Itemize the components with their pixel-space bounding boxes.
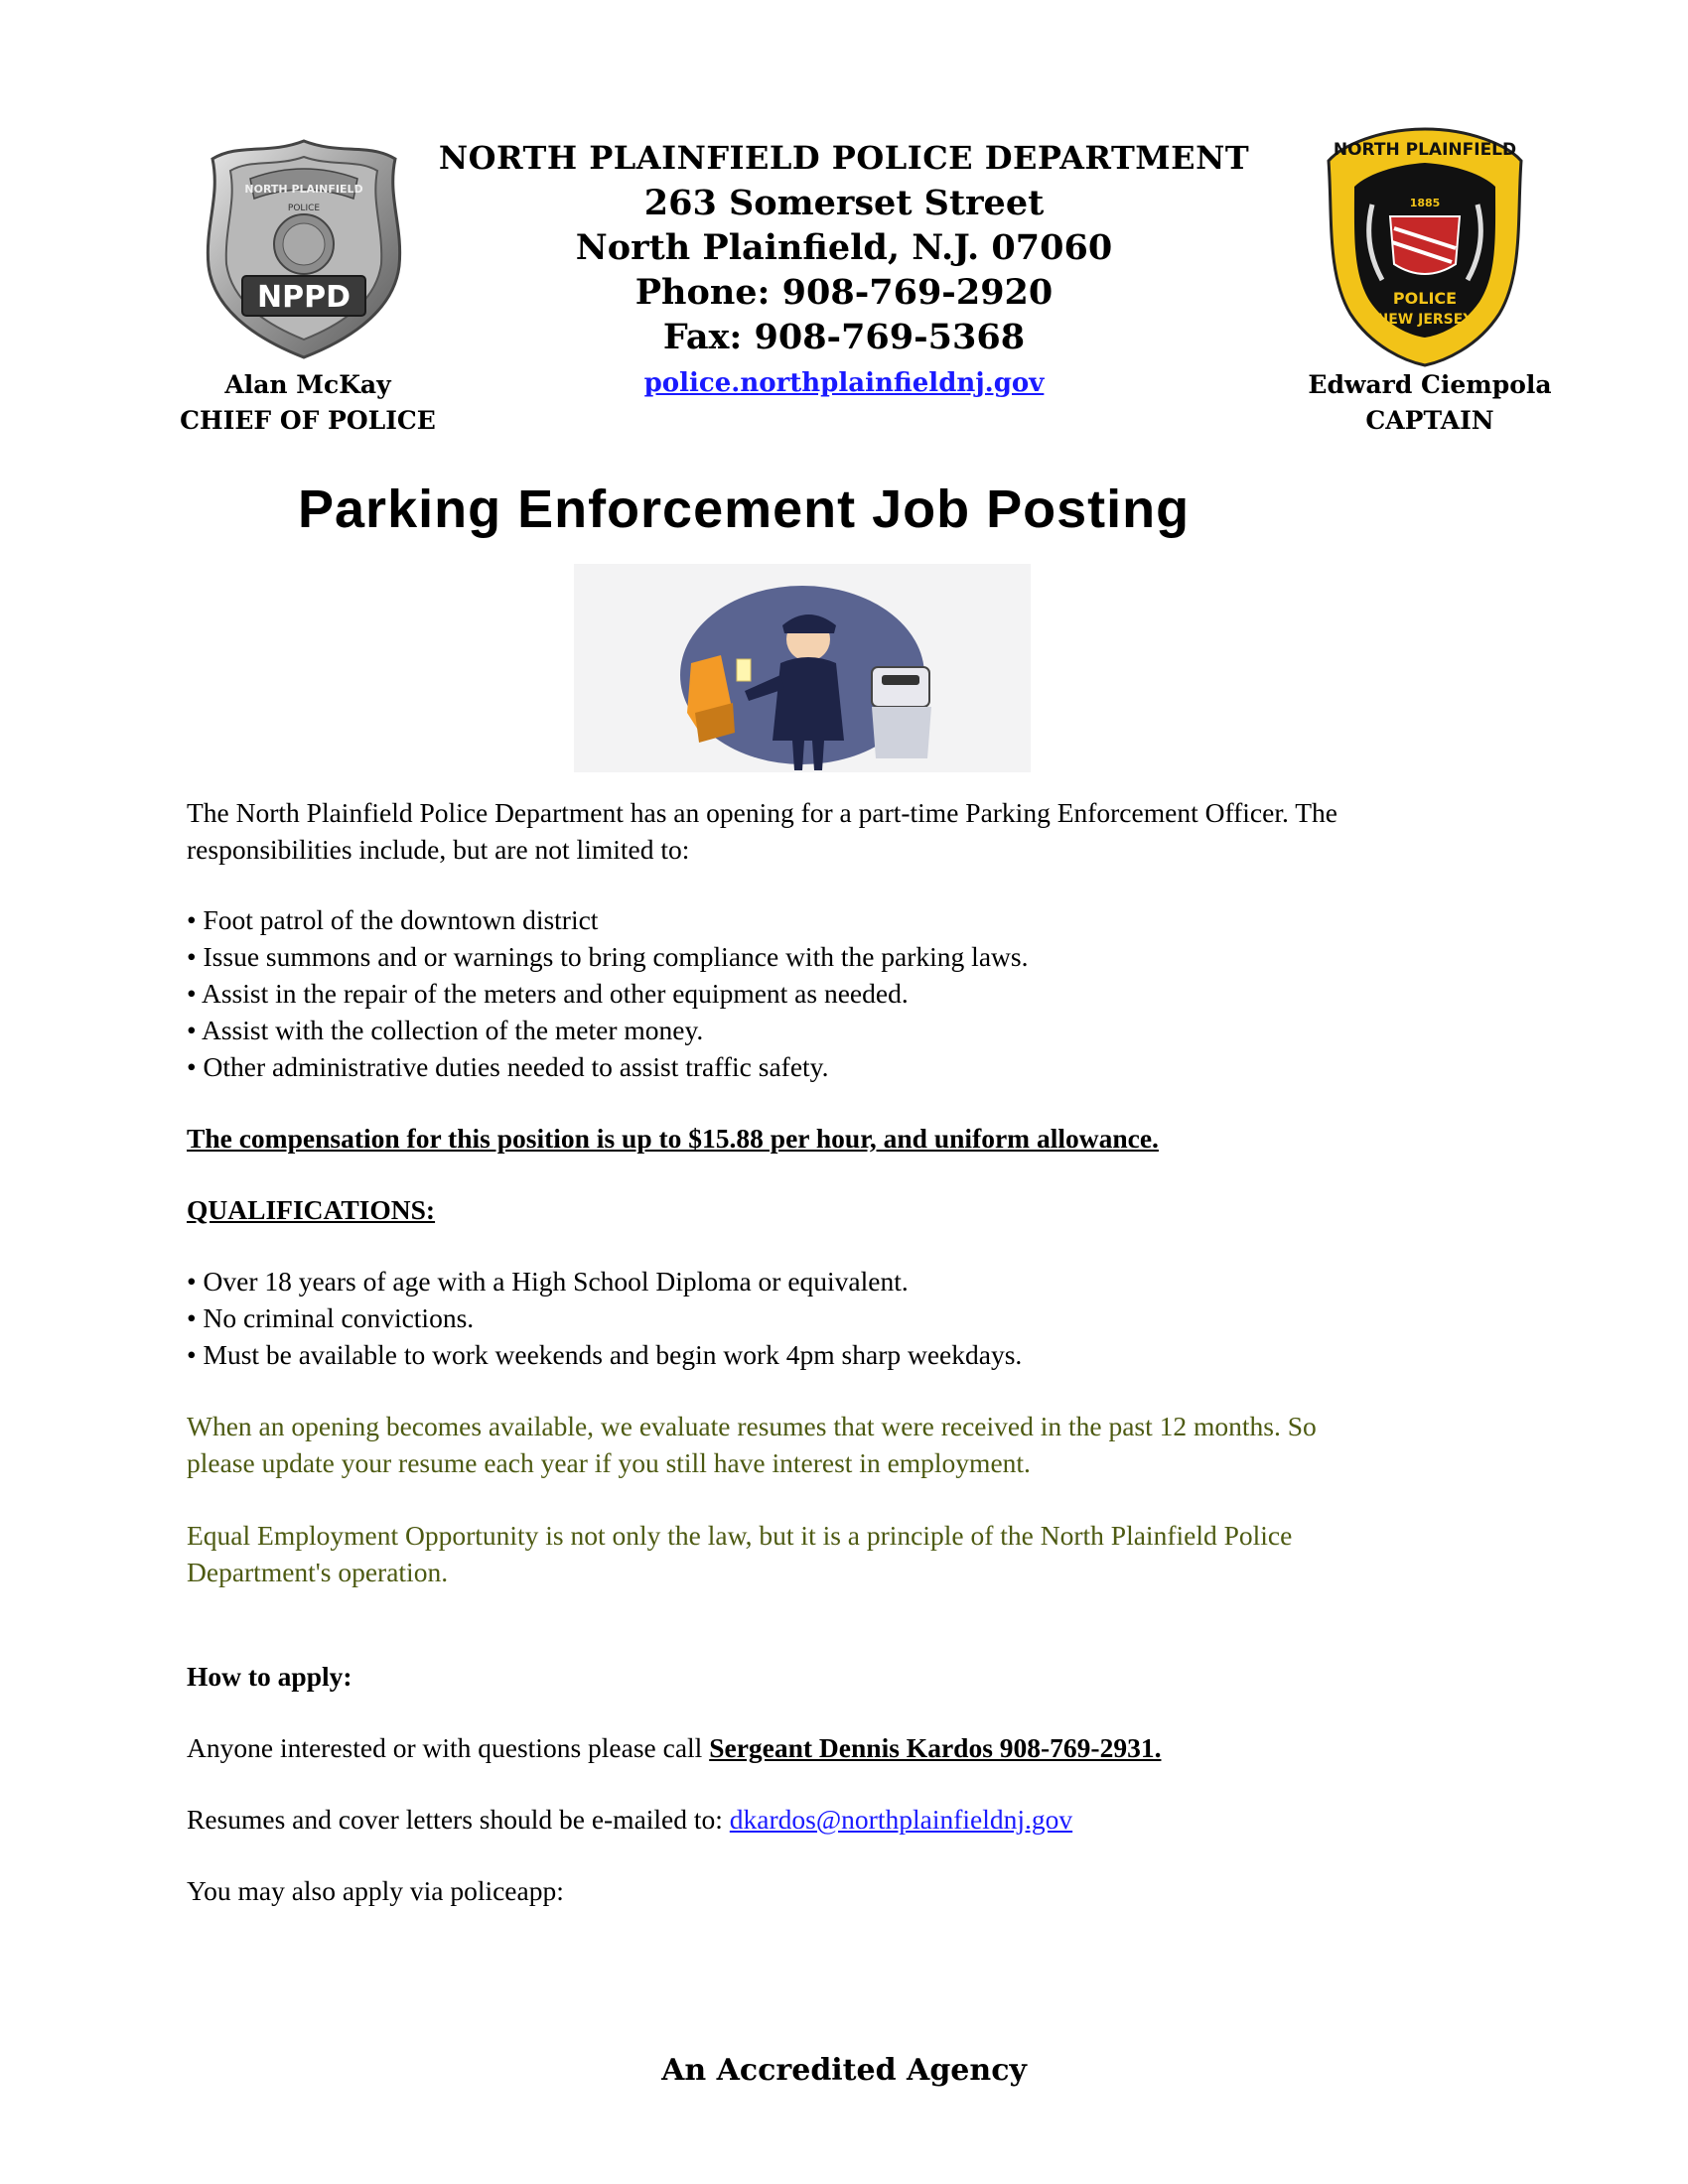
list-item: • Assist in the repair of the meters and other equipment as needed. xyxy=(187,978,909,1009)
chief-signature-block xyxy=(159,367,457,439)
fax-number: Fax: 908-769-5368 xyxy=(662,317,1026,357)
resume-note-line-1: When an opening becomes available, we evaluate resumes that were received in the past 12 months. So xyxy=(187,1411,1317,1441)
intro-line-1: The North Plainfield Police Department has an opening for a part-time Parking Enforcement Officer. The xyxy=(187,797,1337,828)
contact-person: Sergeant Dennis Kardos 908-769-2931. xyxy=(709,1732,1162,1763)
policeapp-line: You may also apply via policeapp: xyxy=(187,1875,564,1906)
city-address: North Plainfield, N.J. 07060 xyxy=(575,227,1113,268)
eeo-note xyxy=(187,1517,1557,1590)
footer-accreditation: An Accredited Agency xyxy=(661,2053,1027,2088)
resume-email-line xyxy=(187,1801,1557,1838)
list-item: • No criminal convictions. xyxy=(187,1302,475,1333)
badge-text-small: POLICE xyxy=(287,204,321,213)
phone-number: Phone: 908-769-2920 xyxy=(634,272,1054,313)
patch-text-top: NORTH PLAINFIELD xyxy=(1333,140,1517,160)
qualifications-heading: QUALIFICATIONS: xyxy=(187,1194,436,1225)
chief-title: CHIEF OF POLICE xyxy=(180,406,436,435)
resume-note xyxy=(187,1408,1557,1481)
police-patch-logo xyxy=(1321,125,1529,368)
captain-name: Edward Ciempola xyxy=(1308,370,1552,399)
parking-officer-illustration xyxy=(574,564,1031,772)
intro-paragraph xyxy=(187,794,1557,868)
list-item: • Over 18 years of age with a High School Diploma or equivalent. xyxy=(187,1266,909,1297)
patch-text-bottom1: POLICE xyxy=(1392,289,1458,308)
responsibilities-list xyxy=(187,901,1557,1085)
email-link[interactable]: dkardos@northplainfieldnj.gov xyxy=(729,1804,1073,1835)
letterhead xyxy=(357,135,1331,403)
intro-line-2: responsibilities include, but are not limited to: xyxy=(187,834,690,865)
parking-officer-icon xyxy=(574,564,1031,772)
website-link[interactable]: police.northplainfieldnj.gov xyxy=(643,368,1045,398)
list-item: • Other administrative duties needed to assist traffic safety. xyxy=(187,1051,829,1082)
patch-text-bottom2: NEW JERSEY xyxy=(1376,312,1474,328)
contact-prefix: Anyone interested or with questions please call xyxy=(187,1732,710,1763)
patch-year: 1885 xyxy=(1409,197,1441,209)
badge-text-main: NPPD xyxy=(257,280,351,315)
how-to-apply-heading: How to apply: xyxy=(187,1661,352,1692)
department-name: NORTH PLAINFIELD POLICE DEPARTMENT xyxy=(438,139,1250,177)
badge-text-top: NORTH PLAINFIELD xyxy=(244,183,363,196)
eeo-note-line-1: Equal Employment Opportunity is not only the law, but it is a principle of the North Plainfield Police xyxy=(187,1520,1293,1551)
qualifications-list xyxy=(187,1263,1557,1373)
captain-signature-block xyxy=(1271,367,1589,439)
page-title: Parking Enforcement Job Posting xyxy=(298,479,1191,539)
list-item: • Issue summons and or warnings to bring compliance with the parking laws. xyxy=(187,941,1029,972)
resume-note-line-2: please update your resume each year if you still have interest in employment. xyxy=(187,1447,1031,1478)
list-item: • Foot patrol of the downtown district xyxy=(187,904,599,935)
captain-title: CAPTAIN xyxy=(1365,406,1494,435)
compensation-statement: The compensation for this position is up to $15.88 per hour, and uniform allowance. xyxy=(187,1123,1159,1154)
email-prefix: Resumes and cover letters should be e-mailed to: xyxy=(187,1804,730,1835)
contact-line xyxy=(187,1729,1557,1766)
list-item: • Must be available to work weekends and begin work 4pm sharp weekdays. xyxy=(187,1339,1023,1370)
street-address: 263 Somerset Street xyxy=(643,183,1045,223)
chief-name: Alan McKay xyxy=(224,370,391,399)
eeo-note-line-2: Department's operation. xyxy=(187,1557,449,1587)
list-item: • Assist with the collection of the meter money. xyxy=(187,1015,704,1045)
